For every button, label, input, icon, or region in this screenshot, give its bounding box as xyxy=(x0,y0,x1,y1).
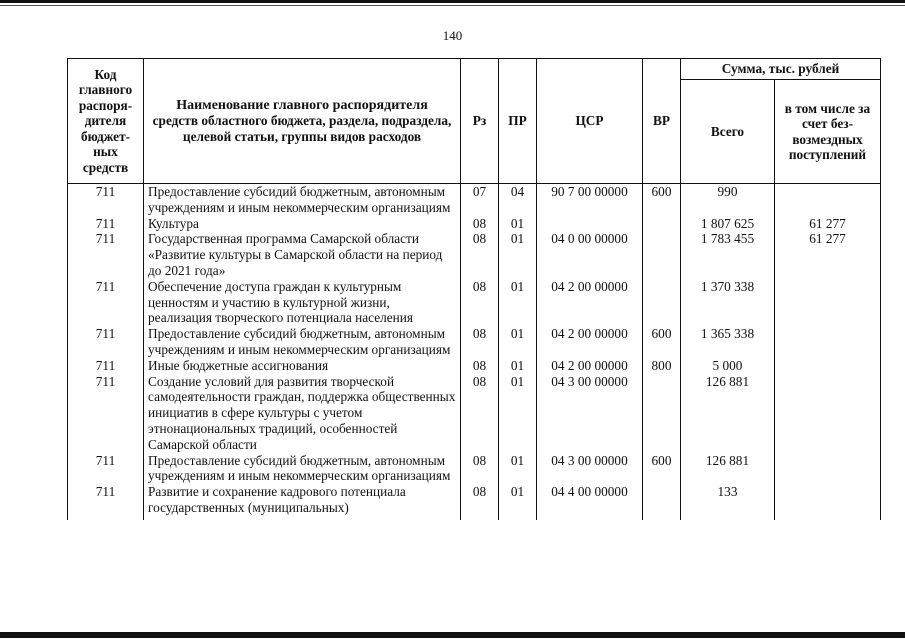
row-code: 711 xyxy=(68,453,144,485)
row-pr: 04 xyxy=(499,184,537,216)
row-rz: 08 xyxy=(461,231,499,278)
row-vr xyxy=(643,216,681,232)
row-name: Предоставление субсидий бюджетным, автономным учреждениям и иным некоммерческим организациям xyxy=(144,326,461,358)
header-including: в том числе за счет без-возмездных поступлений xyxy=(775,80,881,184)
row-rz: 08 xyxy=(461,216,499,232)
row-code: 711 xyxy=(68,184,144,216)
header-name xyxy=(144,59,461,184)
row-csr: 90 7 00 00000 xyxy=(537,184,643,216)
row-rz: 08 xyxy=(461,484,499,520)
row-vr xyxy=(643,231,681,278)
row-grants xyxy=(775,358,881,374)
row-total: 990 xyxy=(681,184,775,216)
table-row xyxy=(68,216,881,232)
row-total: 1 370 338 xyxy=(681,279,775,326)
row-pr: 01 xyxy=(499,279,537,326)
row-name: Развитие и сохранение кадрового потенциала государственных (муниципальных) xyxy=(144,484,461,520)
header-pr: ПР xyxy=(499,59,537,184)
row-pr: 01 xyxy=(499,453,537,485)
top-border-thin xyxy=(0,5,905,6)
header-rz: Рз xyxy=(461,59,499,184)
table-row xyxy=(68,374,881,453)
header-code: Код главного распоря-дителя бюджет-ных средств xyxy=(68,59,144,184)
row-name: Предоставление субсидий бюджетным, автономным учреждениям и иным некоммерческим организациям xyxy=(144,184,461,216)
row-code: 711 xyxy=(68,279,144,326)
row-vr: 600 xyxy=(643,453,681,485)
row-name: Иные бюджетные ассигнования xyxy=(144,358,461,374)
row-rz: 08 xyxy=(461,326,499,358)
row-grants: 61 277 xyxy=(775,231,881,278)
table-row xyxy=(68,231,881,278)
table-row xyxy=(68,358,881,374)
row-name: Культура xyxy=(144,216,461,232)
row-grants xyxy=(775,374,881,453)
row-total: 1 783 455 xyxy=(681,231,775,278)
row-total: 1 365 338 xyxy=(681,326,775,358)
table-row xyxy=(68,453,881,485)
row-csr: 04 0 00 00000 xyxy=(537,231,643,278)
budget-table xyxy=(67,58,881,520)
row-total: 5 000 xyxy=(681,358,775,374)
row-vr xyxy=(643,374,681,453)
top-border xyxy=(0,0,905,3)
row-rz: 08 xyxy=(461,374,499,453)
row-code: 711 xyxy=(68,484,144,520)
row-vr xyxy=(643,279,681,326)
row-name: Обеспечение доступа граждан к культурным ценностям и участию в культурной жизни, реализация творческого потенциала населения xyxy=(144,279,461,326)
table-body xyxy=(68,184,881,520)
table-row xyxy=(68,326,881,358)
row-vr xyxy=(643,484,681,520)
row-code: 711 xyxy=(68,216,144,232)
header-name-rest: средств областного бюджета, раздела, подраздела, целевой статьи, группы видов расходов xyxy=(152,113,452,144)
row-code: 711 xyxy=(68,374,144,453)
row-vr: 800 xyxy=(643,358,681,374)
table-row xyxy=(68,484,881,520)
row-pr: 01 xyxy=(499,216,537,232)
page-number: 140 xyxy=(442,28,463,43)
header-csr: ЦСР xyxy=(537,59,643,184)
row-code: 711 xyxy=(68,231,144,278)
row-csr: 04 2 00 00000 xyxy=(537,279,643,326)
row-csr: 04 3 00 00000 xyxy=(537,453,643,485)
row-total: 126 881 xyxy=(681,453,775,485)
row-pr: 01 xyxy=(499,231,537,278)
row-pr: 01 xyxy=(499,358,537,374)
row-rz: 08 xyxy=(461,279,499,326)
row-csr xyxy=(537,216,643,232)
row-vr: 600 xyxy=(643,184,681,216)
row-rz: 07 xyxy=(461,184,499,216)
row-pr: 01 xyxy=(499,374,537,453)
header-vr: ВР xyxy=(643,59,681,184)
header-name-line1: Наименование главного распорядителя xyxy=(176,97,428,113)
row-grants: 61 277 xyxy=(775,216,881,232)
row-grants xyxy=(775,326,881,358)
row-total: 1 807 625 xyxy=(681,216,775,232)
row-grants xyxy=(775,184,881,216)
header-sum-title: Сумма, тыс. рублей xyxy=(681,59,881,80)
row-code: 711 xyxy=(68,326,144,358)
row-rz: 08 xyxy=(461,453,499,485)
bottom-border xyxy=(0,632,905,638)
row-csr: 04 2 00 00000 xyxy=(537,326,643,358)
row-csr: 04 2 00 00000 xyxy=(537,358,643,374)
table-row xyxy=(68,279,881,326)
table-row xyxy=(68,184,881,216)
header-total: Всего xyxy=(681,80,775,184)
row-vr: 600 xyxy=(643,326,681,358)
row-csr: 04 3 00 00000 xyxy=(537,374,643,453)
row-total: 133 xyxy=(681,484,775,520)
row-grants xyxy=(775,484,881,520)
row-total: 126 881 xyxy=(681,374,775,453)
row-code: 711 xyxy=(68,358,144,374)
row-rz: 08 xyxy=(461,358,499,374)
row-pr: 01 xyxy=(499,484,537,520)
row-grants xyxy=(775,279,881,326)
row-pr: 01 xyxy=(499,326,537,358)
row-name: Предоставление субсидий бюджетным, автономным учреждениям и иным некоммерческим организациям xyxy=(144,453,461,485)
row-grants xyxy=(775,453,881,485)
row-csr: 04 4 00 00000 xyxy=(537,484,643,520)
row-name: Создание условий для развития творческой самодеятельности граждан, поддержка общественных инициатив в сфере культуры с учетом этнонациональных традиций, особенностей Самарской области xyxy=(144,374,461,453)
row-name: Государственная программа Самарской области «Развитие культуры в Самарской области на период до 2021 года» xyxy=(144,231,461,278)
